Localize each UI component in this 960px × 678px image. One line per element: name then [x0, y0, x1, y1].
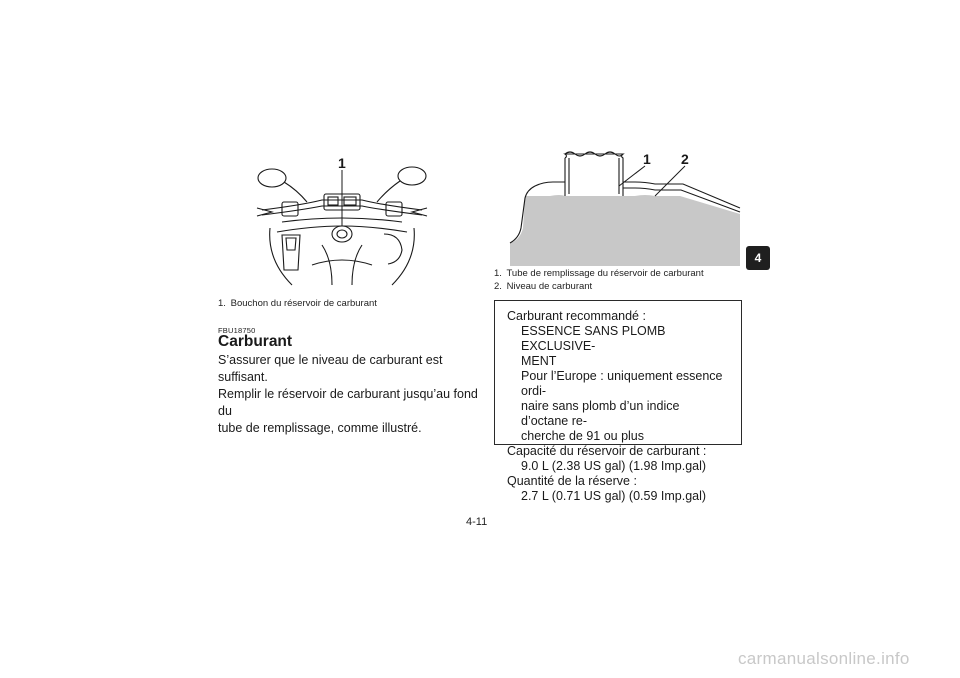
caption-item: 2. Niveau de carburant [494, 281, 593, 292]
caption-item: 1. Tube de remplissage du réservoir de carburant [494, 268, 704, 279]
handlebar-illustration [252, 150, 482, 290]
section-title: Carburant [218, 333, 293, 350]
fuel-cap [332, 226, 352, 242]
spec-line: Capacité du réservoir de carburant : [507, 444, 707, 458]
fuel-tank-illustration [495, 148, 745, 266]
fuel-level-area [510, 195, 740, 266]
spec-line: ESSENCE SANS PLOMB EXCLUSIVE- [521, 324, 666, 353]
page-number: 4-11 [466, 516, 488, 528]
callout-1: 1 [643, 151, 651, 167]
figure-fuel-tank [495, 148, 745, 266]
spec-line: naire sans plomb d’un indice d’octane re- [521, 399, 680, 428]
spec-line: 9.0 L (2.38 US gal) (1.98 Imp.gal) [521, 459, 707, 473]
section-body [218, 352, 480, 437]
figure-handlebar [252, 150, 482, 290]
right-mirror [398, 167, 426, 185]
spec-line: Carburant recommandé : [507, 309, 646, 323]
figure2-caption [494, 267, 754, 293]
spec-line: Pour l’Europe : uniquement essence ordi- [521, 369, 723, 398]
figure1-caption [218, 297, 468, 310]
watermark: carmanualsonline.info [738, 649, 910, 668]
section-code: FBU18750 [218, 326, 256, 335]
chapter-tab: 4 [746, 246, 770, 270]
spec-line: 2.7 L (0.71 US gal) (0.59 Imp.gal) [521, 489, 707, 503]
caption-item: 1. Bouchon du réservoir de carburant [218, 298, 377, 309]
spec-line: cherche de 91 ou plus [521, 429, 645, 443]
spec-line: Quantité de la réserve : [507, 474, 637, 488]
callout-1: 1 [338, 155, 346, 171]
left-mirror [258, 169, 286, 187]
spec-line: MENT [521, 354, 557, 368]
body-line: tube de remplissage, comme illustré. [218, 421, 422, 435]
body-line: S’assurer que le niveau de carburant est suffisant. [218, 353, 443, 384]
fuel-spec-box [494, 300, 742, 503]
callout-2: 2 [681, 151, 689, 167]
body-line: Remplir le réservoir de carburant jusqu’au fond du [218, 387, 478, 418]
